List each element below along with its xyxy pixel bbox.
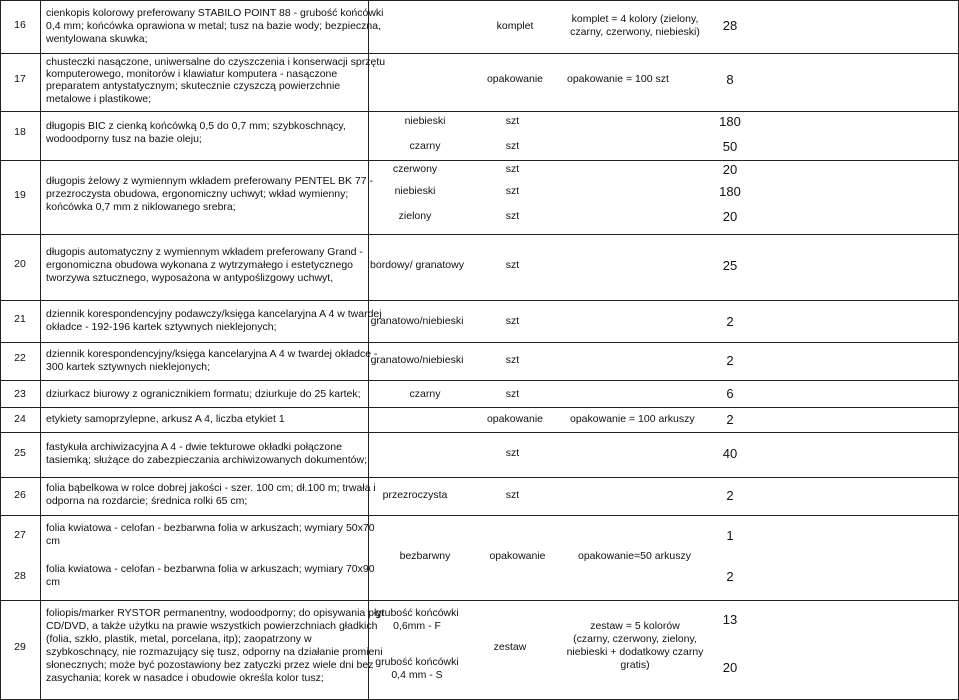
row-desc-line: dziennik korespondencyjny/księga kancelaryjna A 4 w twardej okładce - xyxy=(46,348,378,360)
row-lp: 19 xyxy=(14,189,26,201)
row-desc-line: zasychania; korek w nasadce i obudowie określa kolor tusz; xyxy=(46,672,324,684)
row-desc-line: cm xyxy=(46,535,60,547)
table-row xyxy=(0,53,959,111)
row-qty: 2 xyxy=(726,412,734,427)
table-row xyxy=(0,477,959,515)
row-lp: 28 xyxy=(14,570,26,582)
row-qty: 28 xyxy=(722,18,738,33)
row-lp: 17 xyxy=(14,73,26,85)
row-unit-note: opakowanie = 100 szt xyxy=(567,73,669,85)
table-row xyxy=(0,300,959,342)
row-desc-line: fastykuła archiwizacyjna A 4 - dwie tekturowe okładki połączone xyxy=(46,441,342,453)
variant-color: czerwony xyxy=(392,163,438,175)
variant-qty: 13 xyxy=(722,612,738,627)
row-desc-line: długopis BIC z cienką końcówką 0,5 do 0,7 mm; szybkoschnący, xyxy=(46,120,346,132)
row-desc-line: dziurkacz biurowy z ogranicznikiem formatu; dziurkuje do 25 kartek; xyxy=(46,388,361,400)
row-desc-line: okładce - 192-196 kartek sztywnych nieklejonych; xyxy=(46,321,277,333)
row-lp: 29 xyxy=(14,641,26,653)
row-qty: 2 xyxy=(726,314,734,329)
row-variant: bordowy/ granatowy xyxy=(370,259,464,271)
row-lp: 24 xyxy=(14,413,26,425)
row-desc-line: wodoodporny tusz na bazie oleju; xyxy=(46,133,202,145)
row-qty: 8 xyxy=(726,72,734,87)
variant-qty: 20 xyxy=(722,162,738,177)
variant-color: 0,4 mm - S xyxy=(391,669,443,681)
row-desc-line: (folia, szkło, plastik, metal, porcelana, itp); zaopatrzony w xyxy=(46,633,312,645)
row-desc-line: etykiety samoprzylepne, arkusz A 4, liczba etykiet 1 xyxy=(46,413,285,425)
row-desc-line: 0,4 mm; końcówka oprawiona w metal; tusz na bazie wody; bezpieczna, xyxy=(46,20,382,32)
row-unit-note: niebieski + dodatkowy czarny xyxy=(566,646,704,658)
row-desc-line: tworzywa sztucznego, wyposażona w antypoślizgowy uchwyt, xyxy=(46,272,334,284)
row-unit: szt xyxy=(505,259,520,271)
row-desc-line: słonecznych; może być pozostawiony bez zatyczki przez wiele dni bez xyxy=(46,659,374,671)
row-unit: szt xyxy=(505,489,520,501)
row-variant: granatowo/niebieski xyxy=(370,315,464,327)
variant-unit: szt xyxy=(505,140,520,152)
row-lp: 21 xyxy=(14,313,26,325)
row-qty: 6 xyxy=(726,386,734,401)
row-lp: 27 xyxy=(14,529,26,541)
table-row xyxy=(0,407,959,432)
row-desc-line: komputerowego, monitorów i klawiatur komputera - nasączone xyxy=(46,68,338,80)
row-desc-line: końcówka 0,7 mm z niklowanego srebra; xyxy=(46,201,236,213)
row-desc-line: folia kwiatowa - celofan - bezbarwna folia w arkuszach; wymiary 70x90 xyxy=(46,563,375,575)
table-row xyxy=(0,234,959,300)
row-desc-line: 300 kartek sztywnych nieklejonych; xyxy=(46,361,210,373)
row-desc-line: folia kwiatowa - celofan - bezbarwna folia w arkuszach; wymiary 50x70 xyxy=(46,522,375,534)
row-unit-note: (czarny, czerwony, zielony, xyxy=(573,633,697,645)
row-unit: szt xyxy=(505,388,520,400)
merged-unit: opakowanie xyxy=(489,550,546,562)
row-lp: 25 xyxy=(14,447,26,459)
row-unit: szt xyxy=(505,447,520,459)
variant-qty: 50 xyxy=(722,139,738,154)
variant-unit: szt xyxy=(505,163,520,175)
variant-color: niebieski xyxy=(404,115,446,127)
row-desc-line: długopis żelowy z wymiennym wkładem preferowany PENTEL BK 77 - xyxy=(46,175,373,187)
row-unit-note: opakowanie = 100 arkuszy xyxy=(570,413,695,425)
row-unit-note: czarny, czerwony, niebieski) xyxy=(570,26,700,38)
row-lp: 18 xyxy=(14,126,26,138)
row-qty: 2 xyxy=(726,569,734,584)
row-desc-line: metalowe i plastikowe; xyxy=(46,93,152,105)
merged-variant: bezbarwny xyxy=(399,550,451,562)
table-row xyxy=(0,111,959,160)
row-qty: 1 xyxy=(726,528,734,543)
variant-qty: 180 xyxy=(719,114,741,129)
row-unit-note: gratis) xyxy=(620,659,650,671)
row-desc-line: szybkoschnący, nie rozmazujący się tusz, odporny na działanie promieni xyxy=(46,646,383,658)
row-desc-line: preparatem antystatycznym; skutecznie czyszczą powierzchnie xyxy=(46,80,341,92)
row-desc-line: ergonomiczna obudowa wykonana z wytrzymałego i estetycznego xyxy=(46,259,353,271)
variant-color: grubość końcówki xyxy=(375,656,459,668)
row-qty: 2 xyxy=(726,353,734,368)
row-desc-line: folia bąbelkowa w rolce dobrej jakości - szer. 100 cm; dł.100 m; trwała i xyxy=(46,482,376,494)
row-unit: opakowanie xyxy=(486,73,544,85)
row-desc-line: cienkopis kolorowy preferowany STABILO POINT 88 - grubość końcówki xyxy=(46,7,384,19)
row-unit: szt xyxy=(505,354,520,366)
row-desc-line: CD/DVD, a także użytku na prawie wszystkich powierzchniach gładkich xyxy=(46,620,378,632)
variant-qty: 20 xyxy=(722,209,738,224)
row-desc-line: długopis automatyczny z wymiennym wkładem preferowany Grand - xyxy=(46,246,363,258)
table-row xyxy=(0,600,959,699)
row-desc-line: tasiemką; służące do zabezpieczania archiwizowanych dokumentów; xyxy=(46,454,367,466)
variant-unit: szt xyxy=(505,115,520,127)
row-lp: 20 xyxy=(14,258,26,270)
row-desc-line: wentylowana skuwka; xyxy=(46,33,148,45)
table-row xyxy=(0,380,959,407)
table-row xyxy=(0,432,959,477)
merged-unit-note: opakowanie=50 arkuszy xyxy=(578,550,691,562)
row-desc-line: foliopis/marker RYSTOR permanentny, wodoodporny; do opisywania płyt xyxy=(46,607,385,619)
variant-qty: 180 xyxy=(719,184,741,199)
variant-color: 0,6mm - F xyxy=(393,620,441,632)
row-qty: 25 xyxy=(722,258,738,273)
table-row xyxy=(0,160,959,234)
row-lp: 16 xyxy=(14,19,26,31)
table-row xyxy=(0,515,959,600)
row-unit: opakowanie xyxy=(486,413,544,425)
row-desc-line: dziennik korespondencyjny podawczy/księga kancelaryjna A 4 w twardej xyxy=(46,308,382,320)
row-lp: 22 xyxy=(14,352,26,364)
variant-qty: 20 xyxy=(722,660,738,675)
variant-unit: szt xyxy=(505,210,520,222)
row-variant: czarny xyxy=(409,388,441,400)
row-unit: szt xyxy=(505,315,520,327)
row-desc-line: przezroczysta obudowa, ergonomiczny uchwyt; wkład wymienny; xyxy=(46,188,349,200)
row-variant: granatowo/niebieski xyxy=(370,354,464,366)
row-unit-note: komplet = 4 kolory (zielony, xyxy=(571,13,699,25)
row-unit: zestaw xyxy=(493,641,527,653)
variant-color: grubość końcówki xyxy=(375,607,459,619)
variant-color: czarny xyxy=(409,140,441,152)
row-variant: przezroczysta xyxy=(382,489,448,501)
row-desc-line: cm xyxy=(46,576,60,588)
table-row xyxy=(0,0,959,53)
table-row xyxy=(0,342,959,380)
row-unit-note: zestaw = 5 kolorów xyxy=(590,620,680,632)
variant-unit: szt xyxy=(505,185,520,197)
variant-color: niebieski xyxy=(394,185,436,197)
row-lp: 26 xyxy=(14,489,26,501)
variant-color: zielony xyxy=(398,210,432,222)
row-unit: komplet xyxy=(496,20,534,32)
row-lp: 23 xyxy=(14,388,26,400)
row-desc-line: odporna na rozdarcie; średnica rolki 65 cm; xyxy=(46,495,248,507)
row-desc-line: chusteczki nasączone, uniwersalne do czyszczenia i konserwacji sprzętu xyxy=(46,56,386,68)
row-qty: 40 xyxy=(722,446,738,461)
row-qty: 2 xyxy=(726,488,734,503)
